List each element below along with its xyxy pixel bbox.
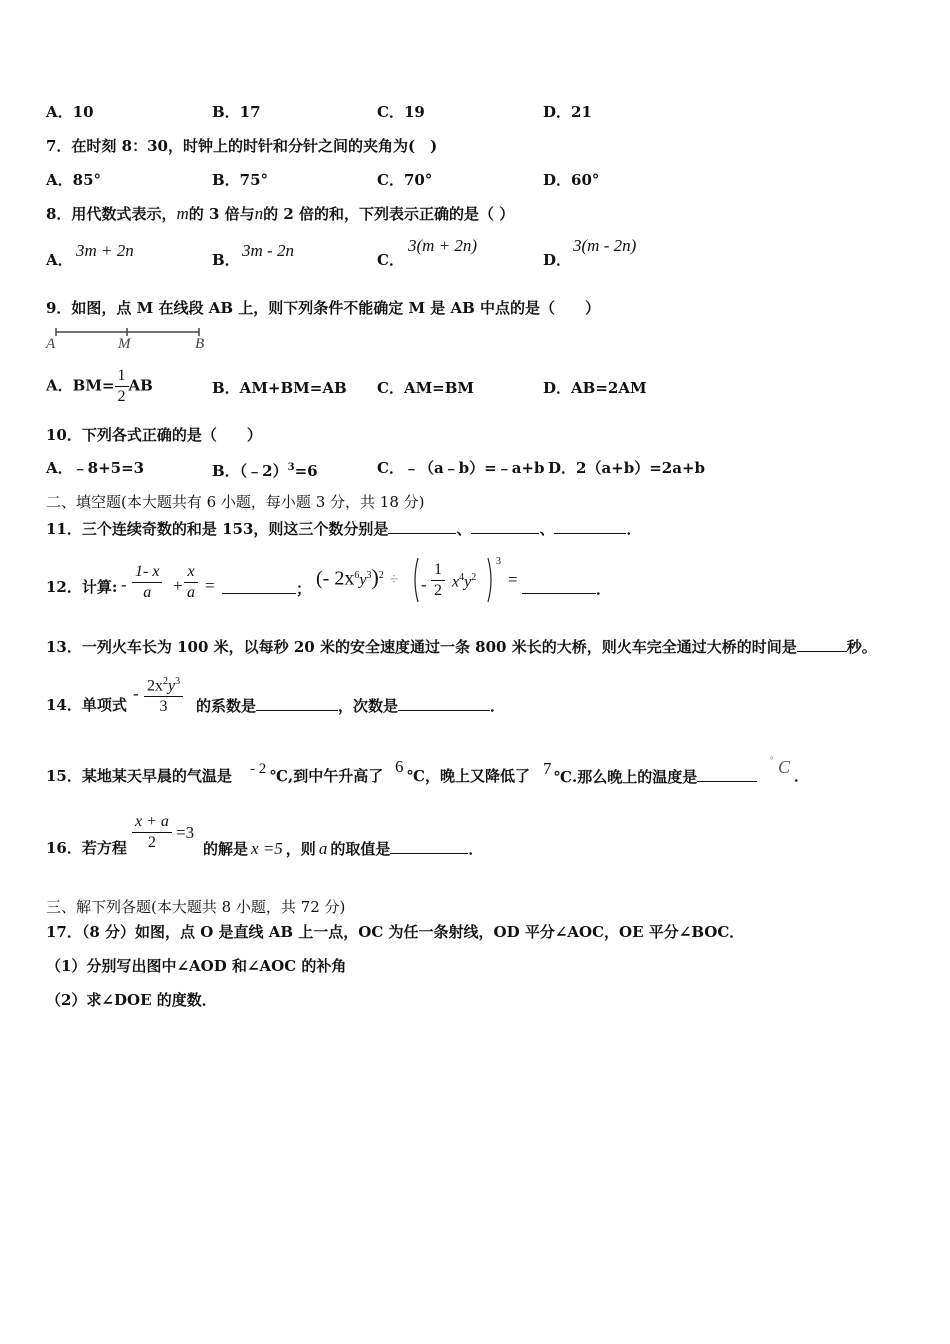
q8-c-label: C． xyxy=(377,251,404,269)
q14-mid: 的系数是 xyxy=(196,697,257,715)
q13-text: 13．一列火车长为 100 米，以每秒 20 米的安全速度通过一条 800 米长的大桥，则火车完全通过大桥的时间是 xyxy=(46,638,797,656)
q12-exp-6: 6 xyxy=(354,570,360,581)
q12-exp-4: 4 xyxy=(459,572,465,583)
q8-var-n: n xyxy=(254,204,264,223)
q9-segment-figure xyxy=(44,324,214,352)
q12-equals-2: = xyxy=(508,570,518,589)
q12-right-bracket xyxy=(486,556,496,604)
q6-option-a: A．10 xyxy=(46,103,94,121)
q10-option-c: C．﹣（a﹣b）=﹣a+b xyxy=(377,459,545,477)
q8-option-b xyxy=(212,250,240,270)
q12-exp-2: 2 xyxy=(378,570,384,581)
q11-sep-1: 、 xyxy=(456,520,472,538)
q6-option-c: C．19 xyxy=(377,103,425,121)
q16-fraction xyxy=(132,812,172,853)
q8-option-a-expr: 3m + 2n xyxy=(76,241,134,260)
q12-plus: + xyxy=(173,576,183,595)
q14-den: 3 xyxy=(159,698,168,716)
q9-option-d: D．AB=2AM xyxy=(543,379,647,397)
q15-mid2: ℃，晚上又降低了 xyxy=(407,767,530,785)
q16-end: ． xyxy=(468,840,484,858)
q15-t2: 6 xyxy=(395,757,404,776)
q8-option-d xyxy=(543,250,571,270)
q16-var-a: a xyxy=(318,839,328,858)
q13-blank[interactable] xyxy=(797,636,847,652)
q12-semicolon: ； xyxy=(296,580,312,598)
q15-blank[interactable] xyxy=(697,766,757,782)
q12-f2-den: a xyxy=(187,584,195,601)
q9-a-fraction xyxy=(115,366,129,407)
q12-half-den: 2 xyxy=(434,582,442,599)
q15-mid3 xyxy=(554,766,757,787)
q12-left-bracket xyxy=(410,556,420,604)
q12-equals-1: = xyxy=(205,576,215,595)
q12-end: ． xyxy=(596,580,612,598)
q16-blank[interactable] xyxy=(390,838,468,854)
q12-half-num: 1 xyxy=(431,560,445,581)
q17-part-1: （1）分别写出图中∠AOD 和∠AOC 的补角 xyxy=(46,957,347,975)
q8-d-label: D． xyxy=(543,251,572,269)
q8-option-a xyxy=(46,250,73,270)
q14-mid2: ，次数是 xyxy=(338,697,399,715)
q15-mid3-text: ℃.那么晚上的温度是 xyxy=(554,768,698,786)
q15-unit: C xyxy=(778,757,791,777)
q12-label: 12．计算: xyxy=(46,578,118,596)
q12-f1-den: a xyxy=(143,584,152,601)
q8-stem-mid: 的 3 倍与 xyxy=(188,205,255,223)
q11-blank-3[interactable] xyxy=(554,518,626,534)
q11-end: ． xyxy=(626,520,642,538)
q7-option-b: B．75° xyxy=(212,171,269,189)
q13-end: 秒。 xyxy=(846,638,877,656)
q6-option-b: B．17 xyxy=(212,103,261,121)
q10-option-b xyxy=(212,458,318,481)
q8-b-label: B． xyxy=(212,251,240,269)
q7-option-c: C．70° xyxy=(377,171,433,189)
q12-blank-2[interactable] xyxy=(522,578,596,594)
q15-end: ． xyxy=(794,767,810,785)
q12-fraction-2 xyxy=(184,562,198,603)
q16-num: x + a xyxy=(132,812,172,833)
q14-y: y xyxy=(168,677,176,695)
q14-end: ． xyxy=(490,697,506,715)
q8-stem-post: 的 2 倍的和，下列表示正确的是（ ） xyxy=(263,205,515,223)
q12-f2-num: x xyxy=(184,562,198,583)
q12-exp-3: 3 xyxy=(366,570,372,581)
q16-rest xyxy=(203,838,483,859)
q17-part-2: （2）求∠DOE 的度数． xyxy=(46,991,217,1009)
label-m: M xyxy=(118,336,131,352)
q17-stem: 17．（8 分）如图，点 O 是直线 AB 上一点，OC 为任一条射线，OD 平分∠AOC，OE 平分∠BOC． xyxy=(46,923,745,941)
q7-option-d: D．60° xyxy=(543,171,600,189)
q14-num: 2x xyxy=(147,677,163,695)
q12-y2: y xyxy=(464,573,472,591)
q9-a-num: 1 xyxy=(115,366,129,387)
q12-neg-sign: - xyxy=(121,575,127,594)
q9-a-post: AB xyxy=(128,376,153,395)
q8-stem xyxy=(46,204,514,224)
q14-blank-1[interactable] xyxy=(256,695,338,711)
q16-solution: x =5 xyxy=(251,839,283,858)
q11-sep-2: 、 xyxy=(539,520,555,538)
q8-var-m: m xyxy=(176,204,189,223)
q12-f1-num: 1- x xyxy=(132,562,162,583)
q12-cube: 3 xyxy=(496,556,501,567)
q16-eq: =3 xyxy=(176,823,195,842)
q16-mid: 的解是 xyxy=(203,840,249,858)
q14-exp-2: 2 xyxy=(163,676,168,687)
q12-neg-2: - xyxy=(421,575,427,594)
label-a: A xyxy=(46,336,56,352)
q11-blank-1[interactable] xyxy=(388,518,456,534)
q15-mid1: ℃,到中午升高了 xyxy=(270,767,384,785)
q12-divide: ÷ xyxy=(389,571,399,589)
q8-option-c-expr: 3(m + 2n) xyxy=(408,236,478,255)
q14-rest xyxy=(196,695,505,716)
q9-option-c: C．AM=BM xyxy=(377,379,475,397)
q8-option-b-expr: 3m - 2n xyxy=(242,241,294,260)
q12-monomial xyxy=(452,568,476,592)
q16-mid2: ，则 xyxy=(285,840,316,858)
q9-option-b: B．AM+BM=AB xyxy=(212,379,347,397)
q15-t1: - 2 xyxy=(250,761,267,777)
q15-t3: 7 xyxy=(543,759,552,778)
q14-blank-2[interactable] xyxy=(398,695,490,711)
q12-blank-2-wrap xyxy=(522,578,611,599)
q12-half-fraction xyxy=(431,560,445,601)
q10-option-d: D．2（a+b）=2a+b xyxy=(548,459,706,477)
q11 xyxy=(46,518,641,539)
label-b: B xyxy=(195,336,205,352)
section-3-heading: 三、解下列各题(本大题共 8 小题，共 72 分) xyxy=(46,898,346,916)
q12-x: x xyxy=(452,573,460,591)
q12-blank-1-wrap xyxy=(222,578,311,599)
q9-option-a xyxy=(46,366,153,407)
q15-pre: 15．某地某天早晨的气温是 xyxy=(46,767,232,785)
q8-stem-pre: 8．用代数式表示， xyxy=(46,205,177,223)
q10-stem: 10．下列各式正确的是（ ） xyxy=(46,426,262,444)
q10-option-a: A．﹣8+5=3 xyxy=(46,459,145,477)
q10-b-post: =6 xyxy=(294,462,318,480)
q8-option-d-expr: 3(m - 2n) xyxy=(573,236,637,255)
q12-fraction-1 xyxy=(132,562,162,603)
q7-stem: 7．在时刻 8：30，时钟上的时针和分针之间的夹角为( ) xyxy=(46,137,438,155)
q14-exp-3: 3 xyxy=(175,676,181,687)
q12-exp-2b: 2 xyxy=(471,572,477,583)
section-2-heading: 二、填空题(本大题共有 6 小题，每小题 3 分，共 18 分) xyxy=(46,493,425,511)
q16-pre: 16．若方程 xyxy=(46,839,127,857)
q9-a-pre: A．BM= xyxy=(46,376,115,395)
q6-option-d: D．21 xyxy=(543,103,592,121)
q12-blank-1[interactable] xyxy=(222,578,296,594)
q8-a-label: A． xyxy=(46,251,73,269)
q9-a-den: 2 xyxy=(117,388,126,405)
q12-expr-2 xyxy=(316,566,401,590)
q12-y: y xyxy=(359,571,367,589)
q14-fraction xyxy=(144,672,183,717)
q7-option-a: A．85° xyxy=(46,171,102,189)
q14-label: 14．单项式 xyxy=(46,696,127,714)
q14-neg: - xyxy=(133,684,139,703)
q11-text: 11．三个连续奇数的和是 153，则这三个数分别是 xyxy=(46,520,389,538)
q8-option-c xyxy=(377,250,404,270)
q10-b-exponent: 3 xyxy=(287,462,295,473)
q9-stem: 9．如图，点 M 在线段 AB 上，则下列条件不能确定 M 是 AB 中点的是（ ） xyxy=(46,299,601,317)
q12-p1: (- 2x xyxy=(316,567,355,590)
q16-den: 2 xyxy=(147,834,156,851)
q15-degree: ° xyxy=(770,755,774,765)
q16-post: 的取值是 xyxy=(330,840,391,858)
q12-close-paren: ) xyxy=(371,564,379,590)
q10-b-pre: B．（﹣2） xyxy=(212,462,288,480)
q11-blank-2[interactable] xyxy=(471,518,539,534)
q13 xyxy=(46,636,877,657)
